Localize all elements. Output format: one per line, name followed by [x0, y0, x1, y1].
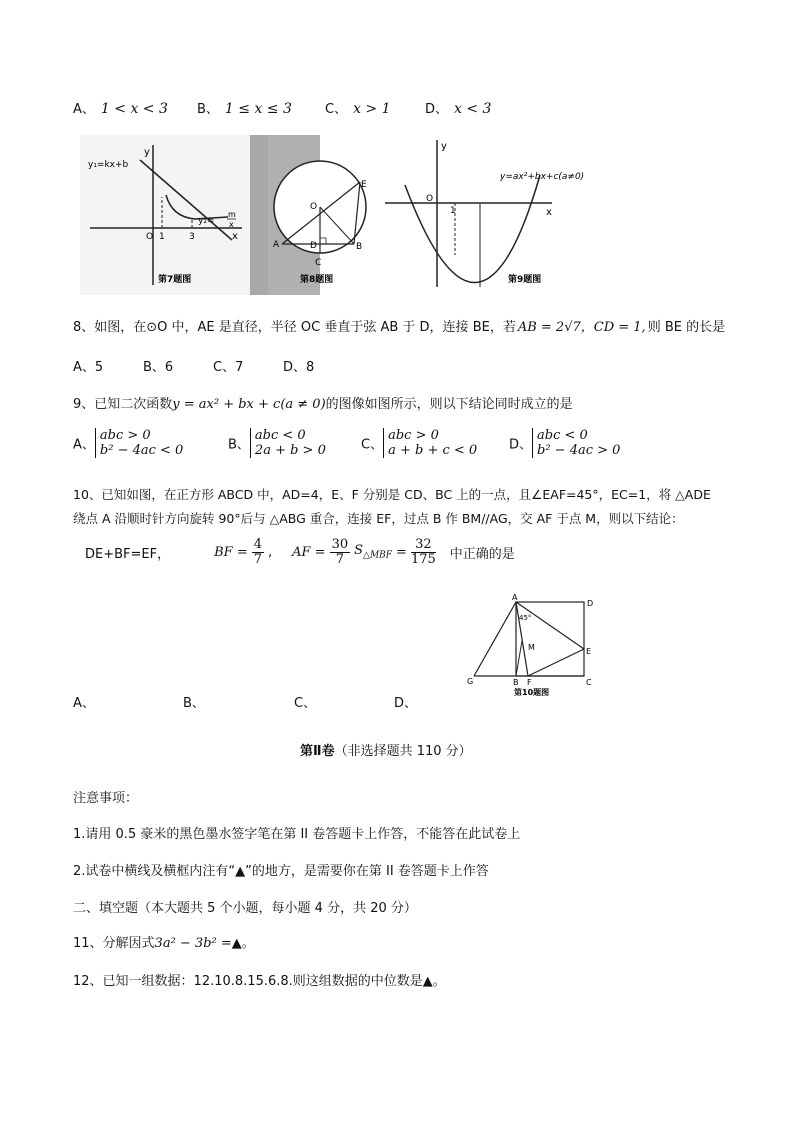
label-A: A — [273, 240, 280, 250]
option-label: A、 — [73, 102, 95, 117]
label-C: C — [586, 678, 592, 687]
notes-title: 注意事项： — [73, 791, 139, 806]
note-1: 1.请用 0.5 豪米的黑色墨水签字笔在第 II 卷答题卡上作答，不能答在此试卷上 — [73, 827, 521, 842]
option-line: abc < 0 — [254, 428, 306, 443]
label-tick-3: 3 — [189, 232, 195, 242]
question-expression: 3a² − 3b² = — [154, 936, 232, 951]
label-y-axis: y — [144, 147, 150, 158]
option-value: 1 < x < 3 — [100, 101, 168, 117]
option-label: A、 — [73, 437, 95, 453]
q8-option-b: B、6 — [143, 360, 174, 375]
q8-option-c: C、7 — [213, 360, 244, 375]
q8-option-a: A、5 — [73, 360, 104, 375]
label-equation: y=ax²+bx+c(a≠0) — [500, 172, 585, 182]
question-equation: y = ax² + bx + c(a ≠ 0) — [172, 397, 326, 412]
q10-option-c: C、 — [294, 696, 317, 711]
caption: 第8题图 — [300, 275, 334, 285]
label-tick-1: 1 — [159, 232, 165, 242]
question-tail: 的图像如图所示，则以下结论同时成立的是 — [325, 397, 573, 412]
area-symbol: S — [354, 543, 364, 559]
label-y2-den: x — [229, 220, 234, 229]
conclusion-2-lhs: BF = — [214, 544, 248, 560]
label-angle: 45° — [519, 614, 532, 622]
figure-8 — [268, 135, 388, 299]
question-12: 12、已知一组数据：12.10.8.15.6.8.则这组数据的中位数是▲。 — [73, 974, 446, 989]
q9-option-c — [361, 428, 477, 458]
option-value: 1 ≤ x ≤ 3 — [224, 101, 292, 117]
question-10-line1: 10、已知如图，在正方形 ABCD 中，AD=4，E、F 分别是 CD、BC 上的一点，且∠EAF=45°，EC=1，将 △ADE — [73, 487, 711, 502]
question-tail: 则 BE 的长是 — [647, 320, 726, 335]
q10-option-b: B、 — [183, 696, 205, 711]
label-y2: y₂= — [198, 216, 215, 226]
question-10-conclusions — [85, 530, 515, 574]
option-line: a + b + c < 0 — [388, 443, 478, 458]
question-10-line2: 绕点 A 沿顺时针方向旋转 90°后与 △ABG 重合，连接 EF，过点 B 作 BM//AG，交 AF 于点 M，则以下结论： — [73, 511, 684, 526]
option-line: 2a + b > 0 — [254, 443, 326, 458]
frac-den: 7 — [335, 551, 344, 567]
frac-den: 175 — [410, 551, 436, 567]
q7-option-d — [425, 98, 491, 117]
q10-option-a: A、 — [73, 696, 95, 711]
option-value: x < 3 — [454, 101, 492, 117]
option-label: B、 — [197, 102, 219, 117]
question-9 — [73, 393, 573, 412]
area-subscript: △MBF — [363, 550, 393, 561]
figure-7 — [80, 135, 250, 299]
note-2: 2.试卷中横线及横框内注有“▲”的地方，是需要你在第 II 卷答题卡上作答 — [73, 864, 489, 879]
question-condition: AB = 2√7，CD = 1, — [517, 320, 646, 335]
frac-num: 30 — [331, 536, 349, 552]
question-answer-mark: ▲。 — [231, 936, 255, 951]
label-F: F — [527, 678, 532, 687]
q9-option-d — [509, 428, 620, 458]
part2-title-sub: （非选择题共 110 分） — [334, 744, 472, 759]
separator: , — [268, 544, 273, 560]
label-origin: O — [426, 194, 434, 204]
question-11 — [73, 932, 255, 951]
q7-option-a — [73, 98, 168, 117]
label-tick-1: 1 — [450, 206, 456, 216]
frac-num: 4 — [253, 536, 262, 552]
conclusion-1: DE+BF=EF， — [85, 546, 171, 562]
frac-den: 7 — [253, 551, 262, 567]
option-label: D、 — [509, 437, 533, 453]
option-label: C、 — [361, 437, 384, 453]
option-line: b² − 4ac > 0 — [537, 443, 621, 458]
question-tail: 中正确的是 — [449, 546, 515, 562]
label-O: O — [310, 202, 318, 212]
option-line: abc > 0 — [99, 428, 151, 443]
section-heading: 二、填空题（本大题共 5 个小题，每小题 4 分，共 20 分） — [73, 901, 417, 916]
label-E: E — [361, 180, 367, 190]
label-y1: y₁=kx+b — [88, 160, 129, 170]
caption: 第7题图 — [158, 275, 192, 285]
q8-option-d: D、8 — [283, 360, 315, 375]
q9-option-a — [73, 428, 183, 458]
label-C: C — [315, 258, 322, 268]
figure-9 — [380, 135, 620, 299]
q7-option-b — [197, 98, 292, 117]
option-value: x > 1 — [353, 101, 391, 117]
question-text: 11、分解因式 — [73, 936, 155, 951]
option-line: abc < 0 — [537, 428, 588, 443]
label-D: D — [587, 599, 594, 608]
part2-title — [300, 740, 472, 759]
label-x-axis: x — [232, 231, 238, 242]
q10-option-d: D、 — [394, 696, 418, 711]
question-text: 9、已知二次函数 — [73, 397, 173, 412]
label-origin: O — [146, 232, 154, 242]
caption: 第9题图 — [508, 275, 542, 285]
label-G: G — [467, 677, 474, 686]
option-label: C、 — [325, 102, 348, 117]
label-M: M — [528, 643, 535, 652]
question-text: 8、如图，在⊙O 中，AE 是直径，半径 OC 垂直于弦 AB 于 D，连接 BE，若 — [73, 320, 516, 335]
caption: 第10题图 — [514, 688, 550, 697]
figure-10 — [462, 592, 602, 706]
label-B: B — [513, 678, 519, 687]
q9-option-b — [228, 428, 326, 458]
option-label: D、 — [425, 102, 449, 117]
label-y-axis: y — [441, 141, 447, 152]
part2-title-main: 第Ⅱ卷 — [300, 744, 335, 759]
option-label: B、 — [228, 437, 250, 453]
equals: = — [396, 544, 407, 560]
label-x-axis: x — [546, 207, 552, 218]
q7-option-c — [325, 98, 391, 117]
conclusion-3-lhs: AF = — [292, 544, 326, 560]
question-8 — [73, 316, 725, 335]
frac-num: 32 — [411, 538, 436, 553]
label-y2-num: m — [228, 210, 236, 219]
label-E: E — [586, 647, 592, 656]
label-A: A — [512, 593, 518, 602]
option-line: b² − 4ac < 0 — [99, 443, 184, 458]
label-D: D — [310, 241, 317, 251]
option-line: abc > 0 — [388, 428, 439, 443]
label-B: B — [356, 242, 363, 252]
